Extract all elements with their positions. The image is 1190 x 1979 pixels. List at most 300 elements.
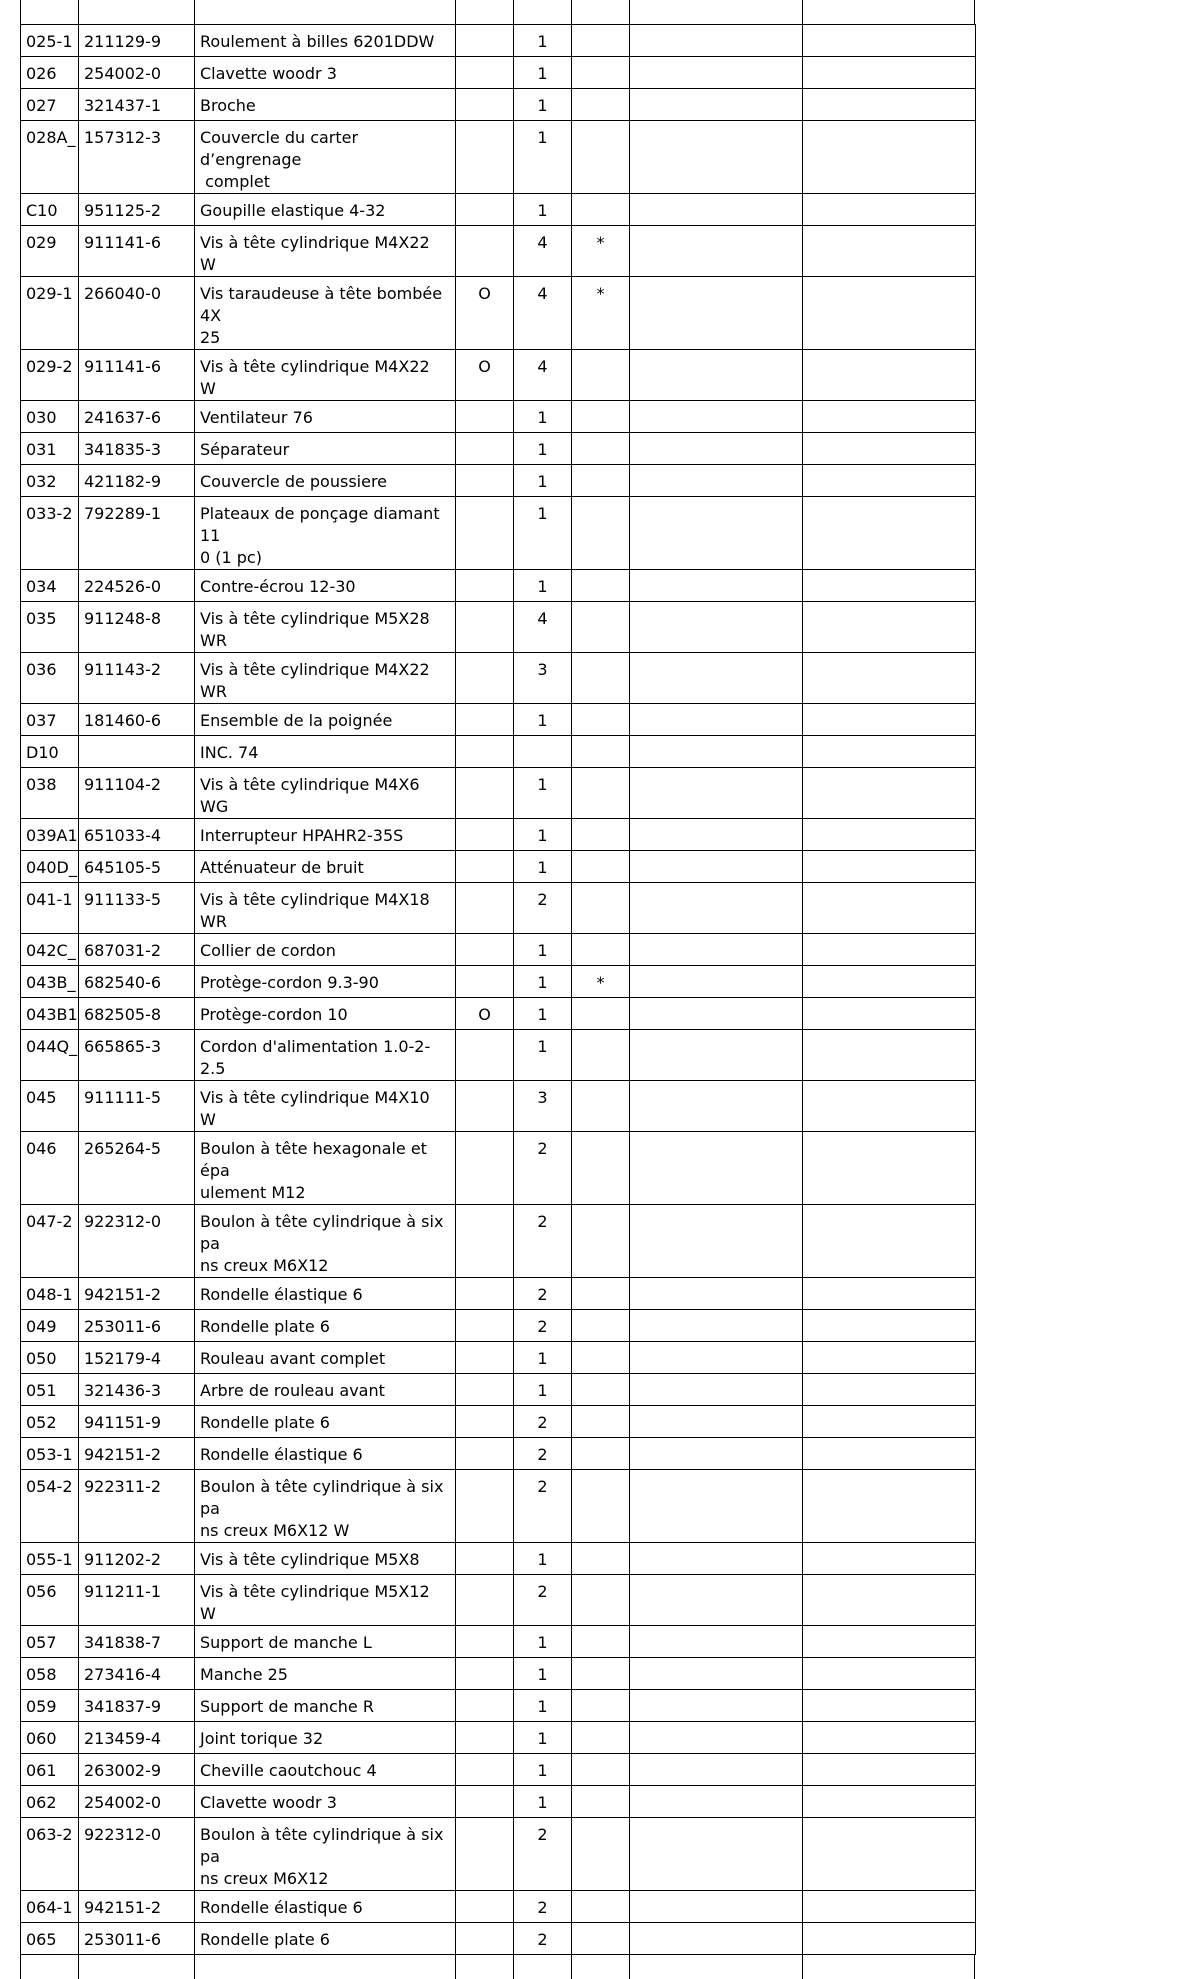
description-cell: Support de manche L xyxy=(195,1626,456,1658)
part-no-cell: 263002-9 xyxy=(79,1754,195,1786)
part-no-cell: 341835-3 xyxy=(79,433,195,465)
quantity-cell: 2 xyxy=(514,1438,572,1470)
part-no-cell: 911141-6 xyxy=(79,226,195,277)
parts-table xyxy=(20,24,976,1955)
column-divider-line xyxy=(629,1955,630,1979)
quantity-cell: 1 xyxy=(514,465,572,497)
note-cell xyxy=(572,704,630,736)
table-row xyxy=(21,1205,976,1278)
quantity-cell: 2 xyxy=(514,1278,572,1310)
extra-cell-2 xyxy=(803,768,976,819)
option-cell xyxy=(456,1438,514,1470)
option-cell xyxy=(456,89,514,121)
extra-cell-1 xyxy=(630,1081,803,1132)
note-cell xyxy=(572,497,630,570)
quantity-cell: 1 xyxy=(514,570,572,602)
extra-cell-2 xyxy=(803,1310,976,1342)
item-no-cell: 063-2 xyxy=(21,1818,79,1891)
item-no-cell: 062 xyxy=(21,1786,79,1818)
description-cell: Ensemble de la poignée xyxy=(195,704,456,736)
quantity-cell xyxy=(514,736,572,768)
extra-cell-1 xyxy=(630,1575,803,1626)
quantity-cell: 1 xyxy=(514,433,572,465)
quantity-cell: 1 xyxy=(514,1690,572,1722)
table-row xyxy=(21,602,976,653)
quantity-cell: 2 xyxy=(514,1205,572,1278)
description-cell: Interrupteur HPAHR2-35S xyxy=(195,819,456,851)
option-cell xyxy=(456,226,514,277)
option-cell xyxy=(456,1342,514,1374)
item-no-cell: 032 xyxy=(21,465,79,497)
description-cell: Vis à tête cylindrique M4X22 W xyxy=(195,350,456,401)
note-cell xyxy=(572,350,630,401)
item-no-cell: 029-2 xyxy=(21,350,79,401)
extra-cell-1 xyxy=(630,433,803,465)
option-cell xyxy=(456,1923,514,1955)
option-cell xyxy=(456,1626,514,1658)
table-row xyxy=(21,226,976,277)
note-cell xyxy=(572,883,630,934)
note-cell xyxy=(572,57,630,89)
quantity-cell: 2 xyxy=(514,1891,572,1923)
item-no-cell: C10 xyxy=(21,194,79,226)
extra-cell-2 xyxy=(803,1438,976,1470)
extra-cell-1 xyxy=(630,1132,803,1205)
extra-cell-1 xyxy=(630,1690,803,1722)
extra-cell-2 xyxy=(803,497,976,570)
extra-cell-1 xyxy=(630,1786,803,1818)
quantity-cell: 1 xyxy=(514,1786,572,1818)
part-no-cell: 911111-5 xyxy=(79,1081,195,1132)
note-cell xyxy=(572,1626,630,1658)
part-no-cell: 922311-2 xyxy=(79,1470,195,1543)
table-row xyxy=(21,194,976,226)
item-no-cell: 026 xyxy=(21,57,79,89)
description-cell: Vis à tête cylindrique M4X22 WR xyxy=(195,653,456,704)
extra-cell-1 xyxy=(630,1438,803,1470)
extra-cell-1 xyxy=(630,57,803,89)
extra-cell-1 xyxy=(630,883,803,934)
extra-cell-1 xyxy=(630,497,803,570)
extra-cell-1 xyxy=(630,602,803,653)
note-cell xyxy=(572,1310,630,1342)
item-no-cell: 049 xyxy=(21,1310,79,1342)
extra-cell-2 xyxy=(803,1132,976,1205)
extra-cell-1 xyxy=(630,768,803,819)
note-cell xyxy=(572,1205,630,1278)
extra-cell-1 xyxy=(630,1818,803,1891)
note-cell xyxy=(572,1923,630,1955)
quantity-cell: 2 xyxy=(514,1923,572,1955)
option-cell xyxy=(456,1658,514,1690)
description-cell: Support de manche R xyxy=(195,1690,456,1722)
extra-cell-1 xyxy=(630,1205,803,1278)
item-no-cell: 044Q_ xyxy=(21,1030,79,1081)
note-cell xyxy=(572,1132,630,1205)
quantity-cell: 2 xyxy=(514,1818,572,1891)
description-cell: Séparateur xyxy=(195,433,456,465)
part-no-cell: 421182-9 xyxy=(79,465,195,497)
extra-cell-2 xyxy=(803,1626,976,1658)
extra-cell-2 xyxy=(803,1205,976,1278)
description-cell: Rondelle plate 6 xyxy=(195,1923,456,1955)
note-cell xyxy=(572,1575,630,1626)
quantity-cell: 1 xyxy=(514,934,572,966)
column-divider-line xyxy=(194,0,195,24)
extra-cell-1 xyxy=(630,465,803,497)
extra-cell-2 xyxy=(803,1406,976,1438)
table-row xyxy=(21,57,976,89)
option-cell xyxy=(456,736,514,768)
part-no-cell: 911104-2 xyxy=(79,768,195,819)
quantity-cell: 1 xyxy=(514,1543,572,1575)
table-row xyxy=(21,883,976,934)
quantity-cell: 4 xyxy=(514,602,572,653)
quantity-cell: 1 xyxy=(514,1658,572,1690)
description-cell: Vis à tête cylindrique M4X18 WR xyxy=(195,883,456,934)
description-cell: Couvercle de poussiere xyxy=(195,465,456,497)
note-cell: * xyxy=(572,226,630,277)
table-row xyxy=(21,1891,976,1923)
description-cell: Arbre de rouleau avant xyxy=(195,1374,456,1406)
table-row xyxy=(21,1030,976,1081)
extra-cell-2 xyxy=(803,277,976,350)
extra-cell-1 xyxy=(630,121,803,194)
extra-cell-2 xyxy=(803,1818,976,1891)
extra-cell-2 xyxy=(803,1658,976,1690)
table-row xyxy=(21,433,976,465)
option-cell xyxy=(456,570,514,602)
extra-cell-1 xyxy=(630,350,803,401)
quantity-cell: 1 xyxy=(514,1030,572,1081)
note-cell xyxy=(572,465,630,497)
note-cell xyxy=(572,89,630,121)
note-cell xyxy=(572,1543,630,1575)
extra-cell-1 xyxy=(630,1342,803,1374)
extra-cell-1 xyxy=(630,1030,803,1081)
quantity-cell: 1 xyxy=(514,1722,572,1754)
option-cell xyxy=(456,966,514,998)
part-no-cell: 321437-1 xyxy=(79,89,195,121)
part-no-cell: 951125-2 xyxy=(79,194,195,226)
option-cell xyxy=(456,1891,514,1923)
description-cell: Rondelle élastique 6 xyxy=(195,1891,456,1923)
extra-cell-1 xyxy=(630,25,803,57)
item-no-cell: 043B_ xyxy=(21,966,79,998)
description-cell: Roulement à billes 6201DDW xyxy=(195,25,456,57)
option-cell xyxy=(456,1818,514,1891)
note-cell xyxy=(572,1030,630,1081)
extra-cell-2 xyxy=(803,57,976,89)
extra-cell-1 xyxy=(630,1626,803,1658)
extra-cell-2 xyxy=(803,433,976,465)
quantity-cell: 4 xyxy=(514,350,572,401)
table-row xyxy=(21,1722,976,1754)
note-cell xyxy=(572,121,630,194)
extra-cell-2 xyxy=(803,1722,976,1754)
extra-cell-2 xyxy=(803,465,976,497)
note-cell xyxy=(572,653,630,704)
quantity-cell: 1 xyxy=(514,1626,572,1658)
extra-cell-2 xyxy=(803,1543,976,1575)
table-row xyxy=(21,121,976,194)
extra-cell-2 xyxy=(803,89,976,121)
note-cell xyxy=(572,570,630,602)
extra-cell-2 xyxy=(803,1923,976,1955)
table-row xyxy=(21,1081,976,1132)
note-cell xyxy=(572,1891,630,1923)
note-cell xyxy=(572,25,630,57)
description-cell: Boulon à tête cylindrique à six pa ns creux M6X12 xyxy=(195,1818,456,1891)
quantity-cell: 2 xyxy=(514,1406,572,1438)
item-no-cell: 036 xyxy=(21,653,79,704)
quantity-cell: 1 xyxy=(514,768,572,819)
part-no-cell: 266040-0 xyxy=(79,277,195,350)
option-cell xyxy=(456,1374,514,1406)
part-no-cell: 211129-9 xyxy=(79,25,195,57)
table-row xyxy=(21,1132,976,1205)
extra-cell-2 xyxy=(803,226,976,277)
extra-cell-1 xyxy=(630,851,803,883)
note-cell xyxy=(572,1470,630,1543)
description-cell: Rondelle élastique 6 xyxy=(195,1278,456,1310)
item-no-cell: 045 xyxy=(21,1081,79,1132)
option-cell xyxy=(456,121,514,194)
column-divider-line xyxy=(974,0,975,24)
table-row xyxy=(21,25,976,57)
extra-cell-1 xyxy=(630,819,803,851)
quantity-cell: 2 xyxy=(514,1310,572,1342)
note-cell xyxy=(572,998,630,1030)
extra-cell-1 xyxy=(630,736,803,768)
table-row xyxy=(21,819,976,851)
extra-cell-2 xyxy=(803,1786,976,1818)
table-row xyxy=(21,1626,976,1658)
option-cell xyxy=(456,194,514,226)
table-row xyxy=(21,1310,976,1342)
extra-cell-1 xyxy=(630,966,803,998)
item-no-cell: 035 xyxy=(21,602,79,653)
part-no-cell: 665865-3 xyxy=(79,1030,195,1081)
extra-cell-1 xyxy=(630,1891,803,1923)
extra-cell-1 xyxy=(630,704,803,736)
note-cell xyxy=(572,401,630,433)
table-row xyxy=(21,570,976,602)
description-cell: Rouleau avant complet xyxy=(195,1342,456,1374)
quantity-cell: 1 xyxy=(514,1374,572,1406)
note-cell xyxy=(572,1438,630,1470)
table-row xyxy=(21,1342,976,1374)
option-cell xyxy=(456,819,514,851)
description-cell: Rondelle plate 6 xyxy=(195,1406,456,1438)
note-cell xyxy=(572,1278,630,1310)
option-cell xyxy=(456,465,514,497)
part-no-cell: 645105-5 xyxy=(79,851,195,883)
item-no-cell: 046 xyxy=(21,1132,79,1205)
description-cell: INC. 74 xyxy=(195,736,456,768)
table-row xyxy=(21,89,976,121)
item-no-cell: 028A_ xyxy=(21,121,79,194)
description-cell: Plateaux de ponçage diamant 11 0 (1 pc) xyxy=(195,497,456,570)
column-divider-line xyxy=(629,0,630,24)
column-divider-line xyxy=(571,0,572,24)
extra-cell-1 xyxy=(630,1543,803,1575)
note-cell xyxy=(572,819,630,851)
table-row xyxy=(21,401,976,433)
quantity-cell: 4 xyxy=(514,226,572,277)
item-no-cell: 031 xyxy=(21,433,79,465)
part-no-cell: 341838-7 xyxy=(79,1626,195,1658)
part-no-cell: 224526-0 xyxy=(79,570,195,602)
table-top-extension xyxy=(20,0,975,24)
table-row xyxy=(21,704,976,736)
note-cell xyxy=(572,736,630,768)
item-no-cell: 057 xyxy=(21,1626,79,1658)
option-cell xyxy=(456,1575,514,1626)
extra-cell-2 xyxy=(803,851,976,883)
description-cell: Clavette woodr 3 xyxy=(195,1786,456,1818)
column-divider-line xyxy=(20,1955,21,1979)
option-cell xyxy=(456,851,514,883)
part-no-cell: 273416-4 xyxy=(79,1658,195,1690)
quantity-cell: 4 xyxy=(514,277,572,350)
extra-cell-2 xyxy=(803,1470,976,1543)
table-row xyxy=(21,736,976,768)
column-divider-line xyxy=(194,1955,195,1979)
part-no-cell: 253011-6 xyxy=(79,1310,195,1342)
option-cell xyxy=(456,1310,514,1342)
description-cell: Vis à tête cylindrique M4X22 W xyxy=(195,226,456,277)
item-no-cell: 054-2 xyxy=(21,1470,79,1543)
quantity-cell: 3 xyxy=(514,1081,572,1132)
part-no-cell: 651033-4 xyxy=(79,819,195,851)
extra-cell-1 xyxy=(630,1310,803,1342)
table-row xyxy=(21,1786,976,1818)
item-no-cell: 055-1 xyxy=(21,1543,79,1575)
extra-cell-2 xyxy=(803,1030,976,1081)
quantity-cell: 3 xyxy=(514,653,572,704)
note-cell xyxy=(572,1690,630,1722)
description-cell: Protège-cordon 9.3-90 xyxy=(195,966,456,998)
description-cell: Rondelle plate 6 xyxy=(195,1310,456,1342)
description-cell: Ventilateur 76 xyxy=(195,401,456,433)
quantity-cell: 1 xyxy=(514,25,572,57)
item-no-cell: 034 xyxy=(21,570,79,602)
description-cell: Collier de cordon xyxy=(195,934,456,966)
part-no-cell: 265264-5 xyxy=(79,1132,195,1205)
item-no-cell: 030 xyxy=(21,401,79,433)
description-cell: Contre-écrou 12-30 xyxy=(195,570,456,602)
column-divider-line xyxy=(513,1955,514,1979)
note-cell xyxy=(572,602,630,653)
part-no-cell: 321436-3 xyxy=(79,1374,195,1406)
note-cell xyxy=(572,1374,630,1406)
column-divider-line xyxy=(974,1955,975,1979)
item-no-cell: 027 xyxy=(21,89,79,121)
option-cell xyxy=(456,497,514,570)
description-cell: Boulon à tête cylindrique à six pa ns creux M6X12 xyxy=(195,1205,456,1278)
option-cell xyxy=(456,768,514,819)
part-no-cell: 911133-5 xyxy=(79,883,195,934)
item-no-cell: 053-1 xyxy=(21,1438,79,1470)
item-no-cell: 056 xyxy=(21,1575,79,1626)
table-row xyxy=(21,1543,976,1575)
description-cell: Joint torique 32 xyxy=(195,1722,456,1754)
quantity-cell: 1 xyxy=(514,401,572,433)
table-row xyxy=(21,966,976,998)
option-cell: O xyxy=(456,277,514,350)
table-row xyxy=(21,465,976,497)
item-no-cell: 040D_ xyxy=(21,851,79,883)
note-cell xyxy=(572,433,630,465)
extra-cell-2 xyxy=(803,121,976,194)
description-cell: Broche xyxy=(195,89,456,121)
part-no-cell: 157312-3 xyxy=(79,121,195,194)
column-divider-line xyxy=(455,0,456,24)
extra-cell-1 xyxy=(630,89,803,121)
quantity-cell: 1 xyxy=(514,194,572,226)
description-cell: Protège-cordon 10 xyxy=(195,998,456,1030)
table-row xyxy=(21,934,976,966)
description-cell: Vis à tête cylindrique M5X28 WR xyxy=(195,602,456,653)
item-no-cell: 059 xyxy=(21,1690,79,1722)
item-no-cell: 043B1 xyxy=(21,998,79,1030)
part-no-cell: 942151-2 xyxy=(79,1438,195,1470)
option-cell xyxy=(456,1030,514,1081)
quantity-cell: 1 xyxy=(514,819,572,851)
note-cell xyxy=(572,1722,630,1754)
extra-cell-1 xyxy=(630,1406,803,1438)
description-cell: Vis à tête cylindrique M4X6 WG xyxy=(195,768,456,819)
extra-cell-1 xyxy=(630,934,803,966)
option-cell xyxy=(456,883,514,934)
note-cell xyxy=(572,1786,630,1818)
note-cell: * xyxy=(572,966,630,998)
column-divider-line xyxy=(802,0,803,24)
extra-cell-2 xyxy=(803,966,976,998)
part-no-cell: 911211-1 xyxy=(79,1575,195,1626)
extra-cell-1 xyxy=(630,194,803,226)
extra-cell-2 xyxy=(803,401,976,433)
note-cell xyxy=(572,1754,630,1786)
option-cell: O xyxy=(456,998,514,1030)
table-row xyxy=(21,851,976,883)
item-no-cell: 025-1 xyxy=(21,25,79,57)
quantity-cell: 1 xyxy=(514,1754,572,1786)
part-no-cell: 922312-0 xyxy=(79,1818,195,1891)
part-no-cell: 213459-4 xyxy=(79,1722,195,1754)
column-divider-line xyxy=(571,1955,572,1979)
extra-cell-1 xyxy=(630,1923,803,1955)
item-no-cell: 038 xyxy=(21,768,79,819)
item-no-cell: D10 xyxy=(21,736,79,768)
option-cell xyxy=(456,653,514,704)
extra-cell-2 xyxy=(803,1374,976,1406)
part-no-cell: 942151-2 xyxy=(79,1891,195,1923)
extra-cell-1 xyxy=(630,226,803,277)
quantity-cell: 1 xyxy=(514,121,572,194)
option-cell xyxy=(456,934,514,966)
table-row xyxy=(21,1575,976,1626)
item-no-cell: 029-1 xyxy=(21,277,79,350)
description-cell: Rondelle élastique 6 xyxy=(195,1438,456,1470)
part-no-cell: 911202-2 xyxy=(79,1543,195,1575)
part-no-cell: 911248-8 xyxy=(79,602,195,653)
item-no-cell: 033-2 xyxy=(21,497,79,570)
part-no-cell: 254002-0 xyxy=(79,57,195,89)
item-no-cell: 058 xyxy=(21,1658,79,1690)
table-row xyxy=(21,1818,976,1891)
